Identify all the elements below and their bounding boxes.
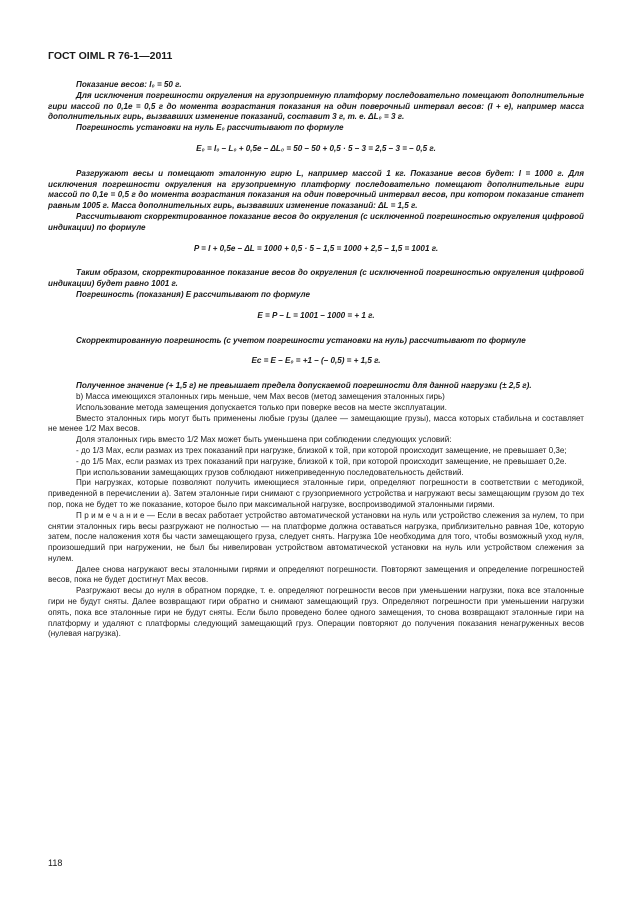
paragraph-sequence-intro: При использовании замещающих грузов соблюдают нижеприведенную последовательность действий. bbox=[76, 467, 464, 477]
paragraph-repeat-substitution: Далее снова нагружают весы эталонными гирями и определяют погрешности. Повторяют замещения и определение погрешностей весов, пока не будет достигнут Max весов. bbox=[48, 564, 584, 585]
paragraph-zero-reading: Показание весов: I₀ = 50 г. bbox=[76, 80, 182, 89]
document-header: ГОСТ OIML R 76-1—2011 bbox=[48, 50, 173, 62]
paragraph-substitution-loads: Вместо эталонных гирь могут быть применены любые грузы (далее — замещающие грузы), масса которых стабильна и составляет не менее 1/2 Max весов. bbox=[48, 413, 584, 434]
paragraph-substitution-usage: Использование метода замещения допускается только при поверке весов на месте эксплуатации. bbox=[76, 402, 447, 412]
note-paragraph bbox=[48, 511, 584, 565]
paragraph-corrected-reading-intro: Рассчитывают скорректированное показание весов до округления (с исключенной погрешностью округления цифровой индикации) по формуле bbox=[48, 211, 584, 232]
paragraph-corrected-reading-result: Таким образом, скорректированное показание весов до округления (с исключенной погрешностью округления цифровой индикации) будет равно 1001 г. bbox=[48, 268, 584, 289]
paragraph-error-intro: Погрешность (показания) E рассчитывают по формуле bbox=[76, 289, 310, 299]
paragraph-condition-one-fifth: - до 1/5 Max, если размах из трех показаний при нагрузке, близкой к той, при которой происходит замещение, не превышает 0,2e. bbox=[76, 456, 567, 466]
page-number: 118 bbox=[48, 858, 63, 868]
paragraph-reduction-conditions: Доля эталонных гирь вместо 1/2 Max может быть уменьшена при соблюдении следующих условий: bbox=[76, 435, 452, 445]
paragraph-zero-error-intro: Погрешность установки на нуль E₀ рассчитывают по формуле bbox=[76, 123, 344, 133]
note-text: — Если в весах работает устройство автоматической установки на нуль или устройство слежения за нулем, то при снятии эталонных гирь весы разгружают не полностью — на платформе должна оставаться нагрузка, приблизительно равная 10e, которую затем, после наложения хотя бы части замещающего груза, следует снять. Нагрузка 10e необходима для того, чтобы возможный уход нуля, произошедший при нагружении, не был бы нивелирован устройством автоматической установки на нуль или устройством слежения за нулем. bbox=[48, 510, 585, 563]
paragraph-load-weight: Разгружают весы и помещают эталонную гирю L, например массой 1 кг. Показание весов будет: I = 1000 г. Для исключения погрешности округления на грузоприемную платформу последовательно помещают дополнительные гири массой по 0,1e = 0,5 г до момента возрастания показания на один поверочный интервал весов, при котором показание станет равным 1005 г. Масса дополнительных гирь, вызвавших изменение показаний: ΔL = 1,5 г. bbox=[48, 168, 584, 211]
paragraph-condition-one-third: - до 1/3 Max, если размах из трех показаний при нагрузке, близкой к той, при которой происходит замещение, не превышает 0,3e; bbox=[76, 445, 567, 455]
formula-corrected-reading: P = I + 0,5e – ΔL = 1000 + 0,5 · 5 – 1,5 = 1000 + 2,5 – 1,5 = 1001 г. bbox=[193, 243, 439, 253]
formula-error: E = P – L = 1001 – 1000 = + 1 г. bbox=[257, 310, 375, 320]
formula-corrected-error: Ec = E – E₀ = +1 – (– 0,5) = + 1,5 г. bbox=[251, 356, 381, 366]
paragraph-rounding-error: Для исключения погрешности округления на грузоприемную платформу последовательно помещают дополнительные гири массой по 0,1e = 0,5 г до момента возрастания показания на один поверочный интервал весов: (I + e), например масса дополнительных гирь, вызвавших изменение показаний, составит 3 г, т. е. ΔL₀ = 3 г. bbox=[48, 90, 584, 122]
paragraph-corrected-error-intro: Скорректированную погрешность (с учетом погрешности установки на нуль) рассчитывают по формуле bbox=[76, 335, 526, 345]
paragraph-result-conclusion: Полученное значение (+ 1,5 г) не превышает предела допускаемой погрешности для данной нагрузки (± 2,5 г). bbox=[76, 381, 532, 391]
paragraph-substitution-method: b) Масса имеющихся эталонных гирь меньше, чем Max весов (метод замещения эталонных гирь) bbox=[76, 391, 445, 401]
formula-zero-error: E₀ = I₀ – L₀ + 0,5e – ΔL₀ = 50 – 50 + 0,5 · 5 – 3 = 2,5 – 3 = – 0,5 г. bbox=[196, 143, 436, 153]
paragraph-loading-procedure: При нагрузках, которые позволяют получить имеющиеся эталонные гири, определяют погрешности в соответствии с методикой, приведенной в перечислении а). Затем эталонные гири снимают с грузоприемного устройства и нагружают весы замещающим грузом до тех пор, пока не будет то же показание, которое было при максимальной нагрузке, воспроизводимой эталонными гирями. bbox=[48, 478, 584, 509]
paragraph-unloading-procedure: Разгружают весы до нуля в обратном порядке, т. е. определяют погрешности весов при уменьшении нагрузки, пока все эталонные гири не будут сняты. Далее возвращают гири обратно и снимают замещающий груз. Определяют погрешности при уменьшении нагрузки опять, пока все эталонные гири не будут сняты. Если было проведено более одного замещения, то снова возвращают эталонные гири на платформу и удаляют с платформы следующий замещающий груз. Операции повторяют до получения показания ненагруженных весов (нулевая нагрузка). bbox=[48, 586, 584, 639]
document-body bbox=[48, 80, 584, 640]
note-label: П р и м е ч а н и е bbox=[76, 510, 145, 520]
